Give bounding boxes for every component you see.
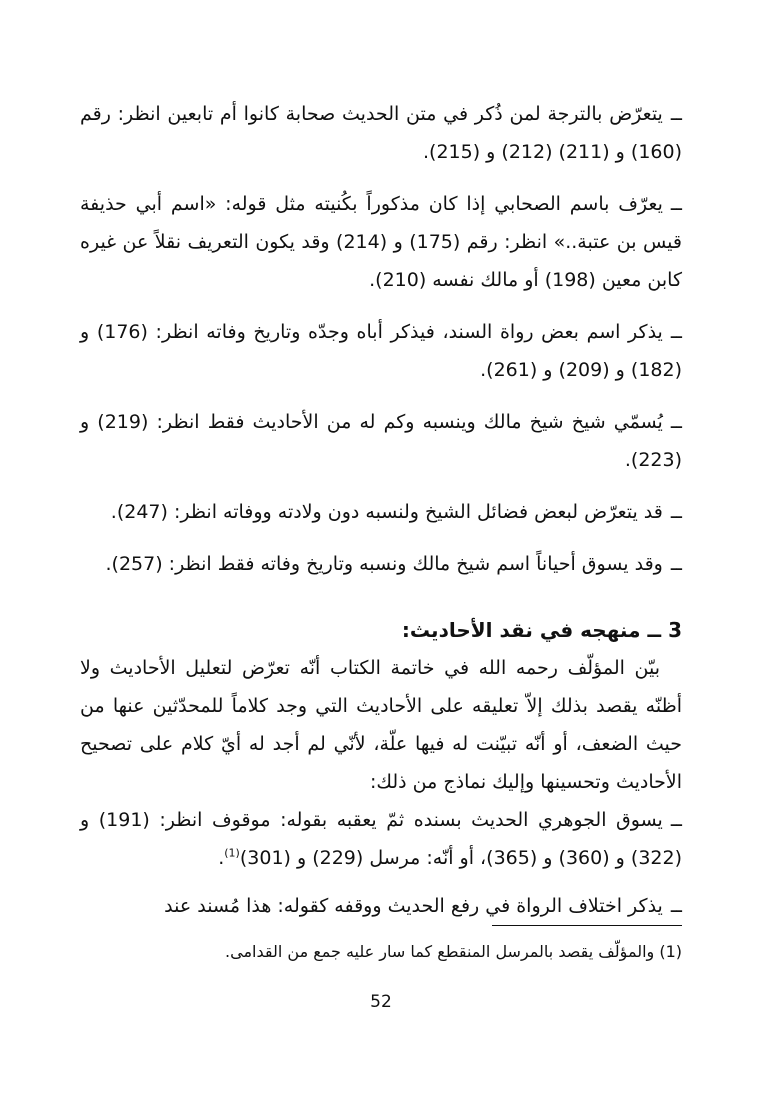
section-paragraph: بيّن المؤلّف رحمه الله في خاتمة الكتاب أنّه تعرّض لتعليل الأحاديث ولا أظنّه يقصد بذلك إلاّ تعليقه على الأحاديث التي وجد كلاماً للمحدّثين عنها من حيث الضعف، أو أنّه تبيّنت له فيها علّة، لأنّي لم أجد له أيّ كلام على تصحيح الأحاديث وتحسينها وإليك نماذج من ذلك:: [80, 657, 682, 793]
list-item-text: يتعرّض بالترجة لمن ذُكر في متن الحديث صحابة كانوا أم تابعين انظر: رقم (160) و (211) (212) و (215).: [80, 103, 682, 163]
footnote-text: (1) والمؤلّف يقصد بالمرسل المنقطع كما سار عليه جمع من القدامى.: [225, 942, 682, 961]
dash-bullet: ــ: [670, 103, 682, 125]
document-page: [80, 95, 682, 1095]
dash-bullet: ــ: [670, 193, 682, 215]
list-item-text: يذكر اسم بعض رواة السند، فيذكر أباه وجدّه وتاريخ وفاته انظر: (176) و (182) و (209) و (261).: [80, 321, 682, 381]
list-item-text: يسوق الجوهري الحديث بسنده ثمّ يعقبه بقوله: موقوف انظر: (191) و (322) و (360) و (365)، أو أنّه: مرسل (229) و (301): [80, 809, 682, 869]
dash-bullet: ــ: [670, 553, 682, 575]
list-item: [80, 403, 682, 479]
intro-list: [80, 95, 682, 583]
list-item-text: وقد يسوق أحياناً اسم شيخ مالك ونسبه وتاريخ وفاته فقط انظر: (257).: [105, 553, 663, 575]
list-item-end: .: [218, 847, 225, 869]
list-item: [80, 801, 682, 877]
dash-bullet: ــ: [670, 321, 682, 343]
footnote-divider: [492, 925, 682, 926]
footnote-marker: (1): [224, 846, 240, 860]
list-item: [80, 545, 682, 583]
dash-bullet: ــ: [670, 809, 682, 831]
list-item-text: يُسمّي شيخ شيخ مالك وينسبه وكم له من الأحاديث فقط انظر: (219) و (223).: [80, 411, 682, 471]
section-heading: 3 ــ منهجه في نقد الأحاديث:: [401, 618, 682, 642]
dash-bullet: ــ: [670, 501, 682, 523]
page-number: 52: [370, 992, 392, 1012]
list-item: [80, 887, 682, 925]
list-item: [80, 313, 682, 389]
list-item-text: يذكر اختلاف الرواة في رفع الحديث ووقفه كقوله: هذا مُسند عند: [164, 895, 663, 917]
list-item-text: قد يتعرّض لبعض فضائل الشيخ ولنسبه دون ولادته ووفاته انظر: (247).: [110, 501, 663, 523]
list-item: [80, 95, 682, 171]
list-item-text: يعرّف باسم الصحابي إذا كان مذكوراً بكُنيته مثل قوله: «اسم أبي حذيفة قيس بن عتبة..» انظر: رقم (175) و (214) وقد يكون التعريف نقلاً عن غيره كابن معين (198) أو مالك نفسه (210).: [80, 193, 682, 291]
dash-bullet: ــ: [670, 411, 682, 433]
dash-bullet: ــ: [670, 895, 682, 917]
section-list: [80, 801, 682, 925]
list-item: [80, 493, 682, 531]
list-item: [80, 185, 682, 299]
